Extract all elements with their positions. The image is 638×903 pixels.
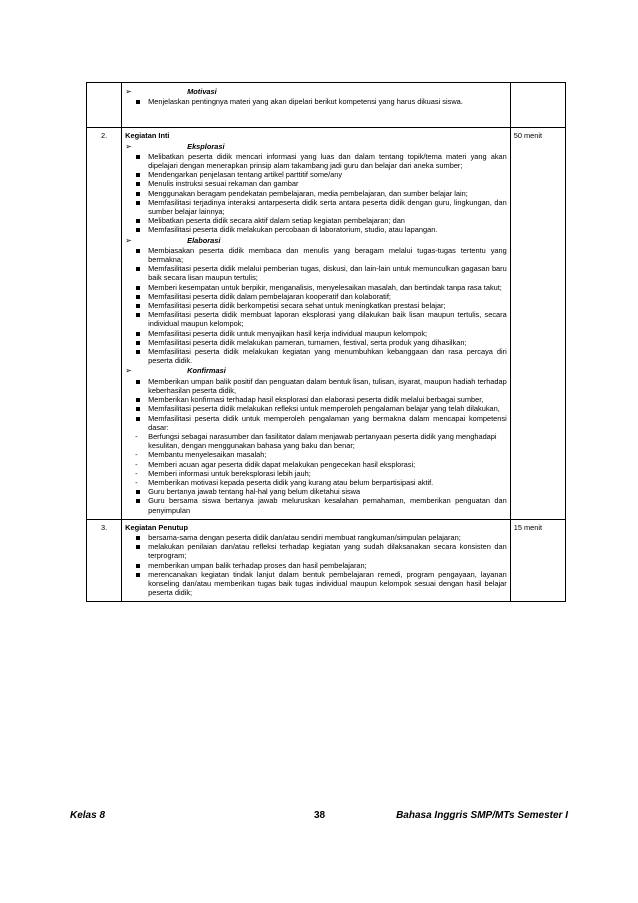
page-footer: [70, 810, 568, 824]
elaborasi-heading: [125, 236, 507, 245]
list-item: - Berfungsi sebagai narasumber dan fasilitator dalam menjawab pertanyaan peserta didik yang menghadapi kesulitan, dengan menggunakan bahasa yang baku dan benar;: [135, 432, 507, 450]
list-item: Memfasilitasi peserta didik melakukan kegiatan yang menumbuhkan kebanggaan dan rasa percaya diri peserta didik.: [135, 347, 507, 365]
list-item: Memberikan umpan balik positif dan penguatan dalam bentuk lisan, tulisan, isyarat, maupun hadiah terhadap keberhasilan peserta didik,: [135, 377, 507, 395]
list-item: melakukan penilaian dan/atau refleksi terhadap kegiatan yang sudah dilaksanakan secara konsisten dan terprogram;: [135, 542, 507, 560]
elaborasi-list: [125, 246, 507, 366]
row-kegiatan-inti: [87, 128, 566, 519]
page-number: 38: [314, 810, 326, 821]
eksplorasi-heading: [125, 142, 507, 151]
list-item: Memfasilitasi peserta didik dalam pembelajaran kooperatif dan kolaboratif;: [135, 292, 507, 301]
list-item: Memberi kesempatan untuk berpikir, menganalisis, menyelesaikan masalah, dan bertindak tanpa rasa takut;: [135, 283, 507, 292]
row-number-cell: [87, 83, 122, 128]
arrow-bullet-icon: ➢: [125, 141, 132, 151]
duration: 15 menit: [510, 519, 565, 602]
konfirmasi-list: [125, 377, 507, 432]
list-item: Melibatkan peserta didik mencari informasi yang luas dan dalam tentang topik/tema materi yang akan dipelajari dengan menerapkan prinsip alam takambang jadi guru dan belajar dari aneka sumber;: [135, 152, 507, 170]
list-item: Memfasilitasi peserta didik membuat laporan eksplorasi yang dilakukan baik lisan maupun tertulis, secara individual maupun kelompok;: [135, 310, 507, 328]
list-item: merencanakan kegiatan tindak lanjut dalam bentuk pembelajaran remedi, program pengayaan, layanan konseling dan/atau memberikan tugas baik tugas individual maupun kelompok sesuai dengan hasil belajar peserta didik;: [135, 570, 507, 598]
list-item: Memfasilitasi terjadinya interaksi antarpeserta didik serta antara peserta didik dengan guru, lingkungan, dan sumber belajar lainnya;: [135, 198, 507, 216]
konfirmasi-dash-list: [125, 432, 507, 487]
row-motivasi: [87, 83, 566, 128]
konfirmasi-list-after: [125, 487, 507, 515]
row-number: 3.: [87, 519, 122, 602]
lesson-plan-table: [86, 82, 566, 602]
row-number: 2.: [87, 128, 122, 519]
eksplorasi-title: Eksplorasi: [187, 141, 225, 151]
motivasi-heading: [125, 87, 507, 96]
list-item: Memfasilitasi peserta didik untuk memperoleh pengalaman yang bermakna dalam mencapai kompetensi dasar:: [135, 414, 507, 432]
motivasi-title: Motivasi: [187, 87, 217, 96]
list-item: Melibatkan peserta didik secara aktif dalam setiap kegiatan pembelajaran; dan: [135, 216, 507, 225]
list-item: - Memberi informasi untuk bereksplorasi lebih jauh;: [135, 469, 507, 478]
list-item: Guru bertanya jawab tentang hal-hal yang belum diketahui siswa: [135, 487, 507, 496]
list-item: Memfasilitasi peserta didik untuk menyajikan hasil kerja individual maupun kelompok;: [135, 329, 507, 338]
time-cell: [510, 83, 565, 128]
arrow-bullet-icon: ➢: [125, 87, 132, 96]
eksplorasi-list: [125, 152, 507, 235]
list-item: Menjelaskan pentingnya materi yang akan dipelari berikut kompetensi yang harus dikuasi siswa.: [135, 97, 507, 106]
list-item: Memfasilitasi peserta didik melakukan pameran, turnamen, festival, serta produk yang dihasilkan;: [135, 338, 507, 347]
section-title: Kegiatan Penutup: [125, 522, 188, 532]
activity-cell: [122, 519, 511, 602]
list-item: Memfasilitasi peserta didik melakukan percobaan di laboratorium, studio, atau lapangan.: [135, 225, 507, 234]
activity-cell: [122, 128, 511, 519]
footer-class-label: Kelas 8: [70, 810, 106, 821]
list-item: Memfasilitasi peserta didik berkompetisi secara sehat untuk meningkatkan prestasi belajar;: [135, 301, 507, 310]
row-kegiatan-penutup: [87, 519, 566, 602]
list-item: memberikan umpan balik terhadap proses dan hasil pembelajaran;: [135, 561, 507, 570]
list-item: Menggunakan beragam pendekatan pembelajaran, media pembelajaran, dan sumber belajar lain;: [135, 189, 507, 198]
duration: 50 menit: [510, 128, 565, 519]
motivasi-list: [125, 97, 507, 106]
penutup-list: [125, 533, 507, 597]
activity-cell: [122, 83, 511, 128]
arrow-bullet-icon: ➢: [125, 235, 132, 245]
list-item: Mendengarkan penjelasan tentang artikel parttitif some/any: [135, 170, 507, 179]
list-item: - Memberi acuan agar peserta didik dapat melakukan pengecekan hasil eksplorasi;: [135, 460, 507, 469]
arrow-bullet-icon: ➢: [125, 366, 132, 376]
list-item: - Membantu menyelesaikan masalah;: [135, 450, 507, 459]
list-item: bersama-sama dengan peserta didik dan/atau sendiri membuat rangkuman/simpulan pelajaran;: [135, 533, 507, 542]
list-item: Membiasakan peserta didik membaca dan menulis yang beragam melalui tugas-tugas tertentu yang bermakna;: [135, 246, 507, 264]
list-item: Memfasilitasi peserta didik melalui pemberian tugas, diskusi, dan lain-lain untuk memunculkan gagasan baru baik secara lisan maupun tertulis;: [135, 264, 507, 282]
list-item: Memfasilitasi peserta didik melakukan refleksi untuk memperoleh pengalaman belajar yang telah dilakukan,: [135, 404, 507, 413]
konfirmasi-heading: [125, 366, 507, 375]
list-item: - Memberikan motivasi kepada peserta didik yang kurang atau belum berpartisipasi aktif.: [135, 478, 507, 487]
elaborasi-title: Elaborasi: [187, 235, 221, 245]
list-item: Menulis instruksi sesuai rekaman dan gambar: [135, 179, 507, 188]
list-item: Guru bersama siswa bertanya jawab meluruskan kesalahan pemahaman, memberikan penguatan dan penyimpulan: [135, 496, 507, 514]
section-title: Kegiatan Inti: [125, 131, 170, 141]
konfirmasi-title: Konfirmasi: [187, 366, 226, 376]
list-item: Memberikan konfirmasi terhadap hasil eksplorasi dan elaborasi peserta didik melalui berbagai sumber,: [135, 395, 507, 404]
footer-book-title: Bahasa Inggris SMP/MTs Semester I: [396, 810, 568, 821]
